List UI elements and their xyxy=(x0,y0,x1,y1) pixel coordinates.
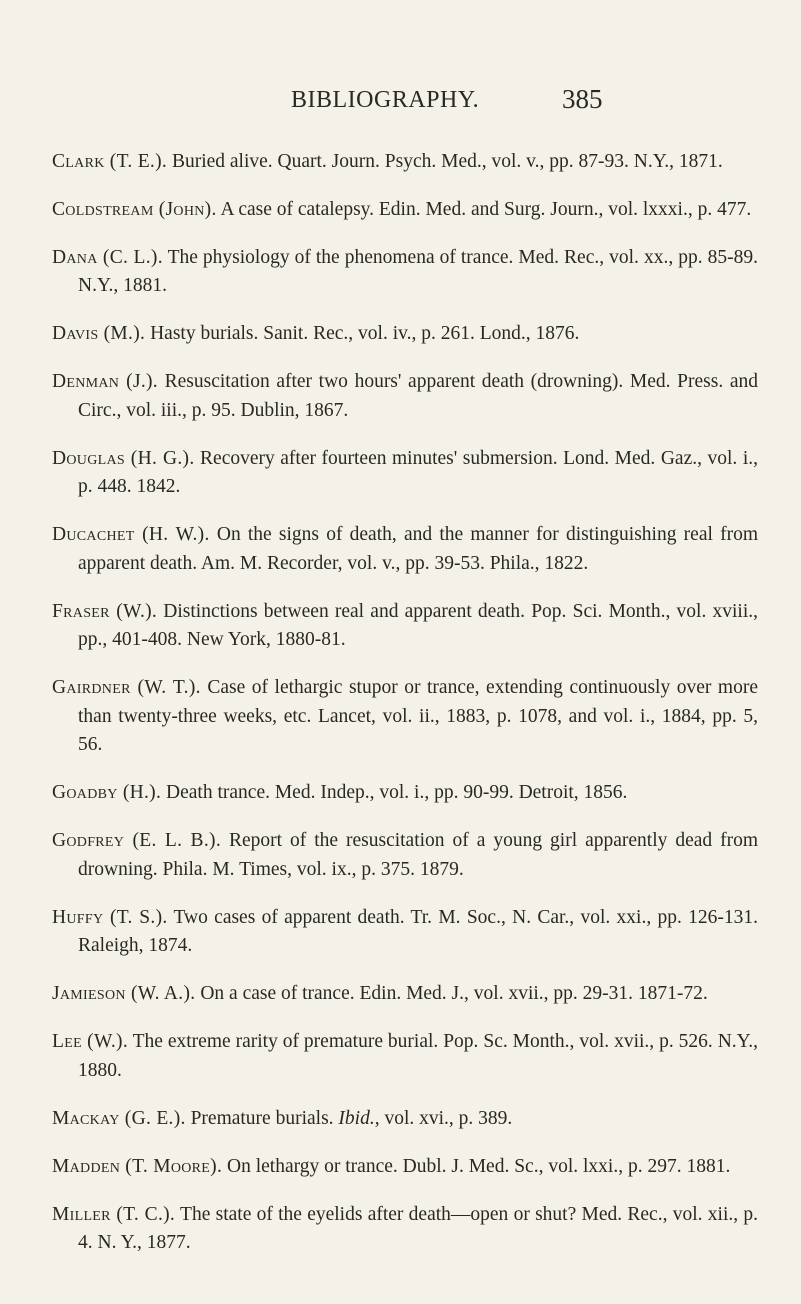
bibliography-entry xyxy=(52,598,758,655)
entry-text: Distinctions between real and apparent death. Pop. Sci. Month., vol. xviii., pp., 401-408. New York, 1880-81. xyxy=(78,600,759,650)
bibliography-entry xyxy=(52,196,758,225)
entry-text: A case of catalepsy. Edin. Med. and Surg. Journ., vol. lxxxi., p. 477. xyxy=(220,198,752,220)
entry-text: The state of the eyelids after death—open or shut? Med. Rec., vol. xii., p. 4. N. Y., 1877. xyxy=(78,1203,759,1253)
entry-text-after: , vol. xvi., p. 389. xyxy=(374,1107,513,1129)
page-number: 385 xyxy=(562,84,603,114)
entry-text: On lethargy or trance. Dubl. J. Med. Sc., vol. lxxi., p. 297. 1881. xyxy=(227,1155,731,1177)
entry-text: Buried alive. Quart. Journ. Psych. Med., vol. v., pp. 87-93. N.Y., 1871. xyxy=(171,150,723,172)
bibliography-entry xyxy=(52,674,758,760)
entry-author: Coldstream (John). xyxy=(52,198,217,220)
bibliography-entry xyxy=(52,521,758,578)
bibliography-entry xyxy=(52,1028,758,1085)
entry-author: Fraser (W.). xyxy=(52,600,158,622)
entry-text: Resuscitation after two hours' apparent death (drowning). Med. Press. and Circ., vol. iii., p. 95. Dublin, 1867. xyxy=(78,371,758,421)
entry-author: Huffy (T. S.). xyxy=(52,906,168,928)
bibliography-entry xyxy=(52,148,758,177)
bibliography-entry xyxy=(52,827,758,884)
entry-author: Godfrey (E. L. B.). xyxy=(52,830,221,851)
bibliography-entry xyxy=(52,779,758,808)
entry-author: Madden (T. Moore). xyxy=(52,1155,223,1177)
entry-author: Miller (T. C.). xyxy=(52,1203,176,1225)
entry-author: Denman (J.). xyxy=(52,371,158,392)
entry-author: Mackay (G. E.). xyxy=(52,1107,186,1129)
entry-author: Lee (W.). xyxy=(52,1031,129,1052)
entry-author: Davis (M.). xyxy=(52,323,146,344)
entry-author: Clark (T. E.). xyxy=(52,150,168,172)
entry-author: Dana (C. L.). xyxy=(52,246,163,268)
entry-text: Hasty burials. Sanit. Rec., vol. iv., p. 261. Lond., 1876. xyxy=(150,323,580,344)
bibliography-entry xyxy=(52,980,758,1009)
bibliography-entry xyxy=(52,904,758,961)
bibliography-entry xyxy=(52,445,758,502)
entry-text-italic: Ibid. xyxy=(338,1107,375,1129)
entry-text: Recovery after fourteen minutes' submersion. Lond. Med. Gaz., vol. i., p. 448. 1842. xyxy=(78,447,758,497)
bibliography-entry xyxy=(52,244,758,301)
entry-text: The physiology of the phenomena of trance. Med. Rec., vol. xx., pp. 85-89. N.Y., 1881. xyxy=(78,246,758,296)
entry-text: On a case of trance. Edin. Med. J., vol. xvii., pp. 29-31. 1871-72. xyxy=(200,983,708,1004)
bibliography-entry xyxy=(52,368,758,425)
entry-text-before: Premature burials. xyxy=(190,1107,334,1129)
entry-author: Ducachet (H. W.). xyxy=(52,524,210,545)
bibliography-entry xyxy=(52,1153,758,1182)
entry-text: On the signs of death, and the manner for distinguishing real from apparent death. Am. M. Recorder, vol. v., pp. 39-53. Phila., 1822. xyxy=(78,524,758,574)
entry-author: Goadby (H.). xyxy=(52,782,162,803)
entry-text: The extreme rarity of premature burial. Pop. Sc. Month., vol. xvii., p. 526. N.Y., 1880. xyxy=(78,1031,759,1081)
bibliography-entry xyxy=(52,1105,758,1134)
bibliography-list xyxy=(52,128,758,1263)
entry-text: Death trance. Med. Indep., vol. i., pp. 90-99. Detroit, 1856. xyxy=(166,782,628,803)
entry-text: Case of lethargic stupor or trance, extending continuously over more than twenty-three weeks, etc. Lancet, vol. ii., 1883, p. 1078, and vol. i., 1884, pp. 5, 56. xyxy=(78,677,758,755)
entry-text: Report of the resuscitation of a young girl apparently dead from drowning. Phila. M. Times, vol. ix., p. 375. 1879. xyxy=(78,830,759,880)
running-title: BIBLIOGRAPHY. xyxy=(291,87,480,113)
entry-author: Gairdner (W. T.). xyxy=(52,677,201,698)
entry-author: Douglas (H. G.). xyxy=(52,447,195,469)
bibliography-entry xyxy=(52,320,758,349)
entry-text: Two cases of apparent death. Tr. M. Soc., N. Car., vol. xxi., pp. 126-131. Raleigh, 1874. xyxy=(78,906,758,956)
bibliography-entry xyxy=(52,1201,758,1258)
entry-author: Jamieson (W. A.). xyxy=(52,983,196,1004)
